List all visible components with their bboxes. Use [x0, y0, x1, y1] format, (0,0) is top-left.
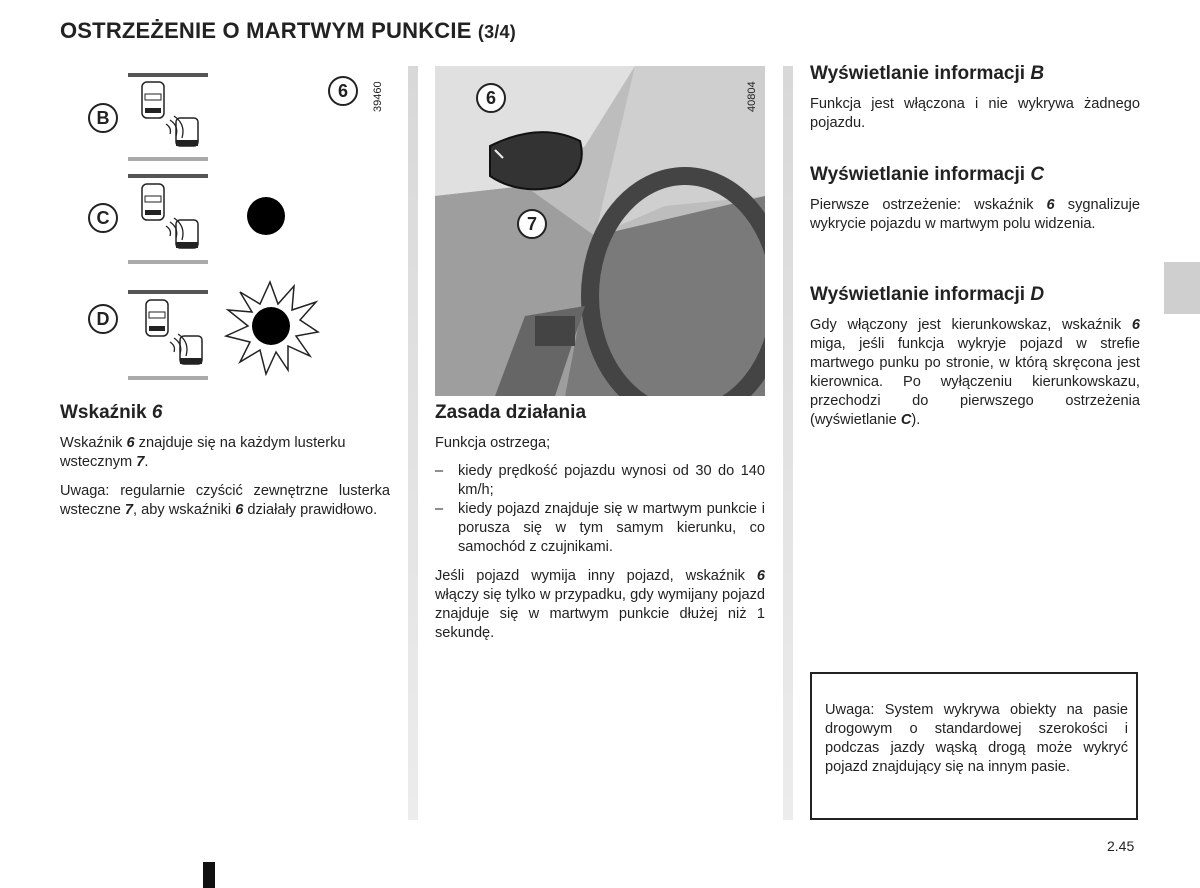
ref-c: C [900, 412, 912, 428]
heading-num: 6 [151, 402, 163, 423]
heading-display-c [810, 164, 1044, 186]
heading-letter: B [1030, 63, 1045, 84]
label-b: B [88, 103, 118, 133]
heading-indicator-6 [60, 402, 162, 424]
car-icon [176, 118, 198, 146]
note-box [810, 672, 1138, 820]
title-text: OSTRZEŻENIE O MARTWYM PUNKCIE [60, 18, 472, 43]
column-divider-left [408, 66, 418, 820]
callout-6: 6 [328, 76, 358, 106]
car-icon [146, 300, 168, 336]
figure-ref-code: 39460 [372, 81, 384, 112]
principle-intro: Funkcja ostrzega; [435, 435, 551, 451]
text-run: miga, jeśli funkcja wykryje pojazd w strefie martwego punku po stronie, w którą skręcona jest kierownica. Po wyłączeniu kierunkowskazu, przechodzi do pierwszego ostrzeżenia (wyświetlanie [810, 336, 1140, 428]
heading-text: Wyświetlanie informacji [810, 284, 1031, 305]
list-item-text: kiedy pojazd znajduje się w martwym punkcie i porusza się w tym samym kierunku, co samochód z czujnikami. [458, 501, 765, 555]
ref-6: 6 [235, 502, 244, 518]
lane-line [128, 260, 208, 264]
note-text: Uwaga: System wykrywa obiekty na pasie drogowym o standardowej szerokości i podczas jazdy wąską drogą może wykryć pojazd znajdujący się na innym pasie. [825, 702, 1128, 775]
callout-6: 6 [476, 83, 506, 113]
heading-text: Wyświetlanie informacji [810, 63, 1031, 84]
indicator-location-text [60, 434, 390, 472]
ref-7: 7 [124, 502, 134, 518]
overtaking-text [435, 567, 765, 643]
car-icon [142, 184, 164, 220]
heading-letter: C [1030, 164, 1045, 185]
text-run: Uwaga: regularnie czyścić zewnętrzne lusterka wsteczne [60, 483, 390, 518]
dash-bullet: – [435, 501, 444, 517]
text-run: Pierwsze ostrzeżenie: wskaźnik [810, 197, 1047, 213]
ref-6: 6 [756, 568, 765, 584]
dash-bullet: – [435, 463, 444, 479]
page-number: 2.45 [1107, 838, 1135, 854]
text-run: Funkcja jest włączona i nie wykrywa żadnego pojazdu. [810, 96, 1140, 131]
bottom-marker [203, 862, 215, 888]
text-run: Wskaźnik [60, 435, 127, 451]
label-d: D [88, 304, 118, 334]
heading-text: Wskaźnik [60, 402, 152, 423]
page-title [60, 18, 516, 44]
text-run: ). [911, 412, 921, 428]
car-icon [180, 336, 202, 364]
car-icon [176, 220, 198, 248]
heading-letter: D [1030, 284, 1045, 305]
cleaning-note-text [60, 482, 390, 520]
title-part: (3/4) [477, 22, 516, 42]
lane-line [128, 174, 208, 178]
list-item [435, 462, 765, 500]
text-run: Gdy włączony jest kierunkowskaz, wskaźnik [810, 317, 1132, 333]
text-run: Jeśli pojazd wymija inny pojazd, wskaźnik [435, 568, 757, 584]
display-d-text [810, 316, 1140, 430]
text-run: znajduje się na każdym lusterku wstecznym [60, 435, 346, 470]
text-run: sygnalizuje wykrycie pojazdu w martwym polu widzenia. [810, 197, 1140, 232]
list-item-text: kiedy prędkość pojazdu wynosi od 30 do 140 km/h; [458, 463, 765, 498]
car-icon [142, 82, 164, 118]
ref-7: 7 [136, 454, 145, 470]
heading-principle: Zasada działania [435, 402, 587, 423]
label-c: C [88, 203, 118, 233]
heading-text: Wyświetlanie informacji [810, 164, 1031, 185]
indicator-on-icon [252, 307, 290, 345]
text-run: włączy się tylko w przypadku, gdy wymijany pojazd znajduje się w martwym punkcie dłużej niż 1 sekundę. [435, 587, 765, 641]
text-run: , aby wskaźniki [133, 502, 236, 518]
display-b-text [810, 95, 1140, 133]
indicator-on-icon [247, 197, 285, 235]
text-run: . [144, 454, 149, 470]
lane-line [128, 290, 208, 294]
ref-6: 6 [126, 435, 135, 451]
ref-6: 6 [1046, 197, 1055, 213]
mirror-photo [435, 66, 765, 396]
lane-line [128, 376, 208, 380]
lane-line [128, 73, 208, 77]
display-c-text [810, 196, 1140, 234]
figure-ref-code: 40804 [746, 81, 758, 112]
callout-7: 7 [517, 209, 547, 239]
lane-line [128, 157, 208, 161]
list-item [435, 500, 765, 557]
text-run: działały prawidłowo. [243, 502, 378, 518]
chapter-tab [1164, 262, 1200, 314]
indicator-diagram [80, 64, 400, 394]
ref-6: 6 [1131, 317, 1140, 333]
column-divider-right [783, 66, 793, 820]
heading-display-d [810, 284, 1044, 306]
heading-display-b [810, 63, 1044, 85]
side-mirror-shape [490, 132, 582, 189]
